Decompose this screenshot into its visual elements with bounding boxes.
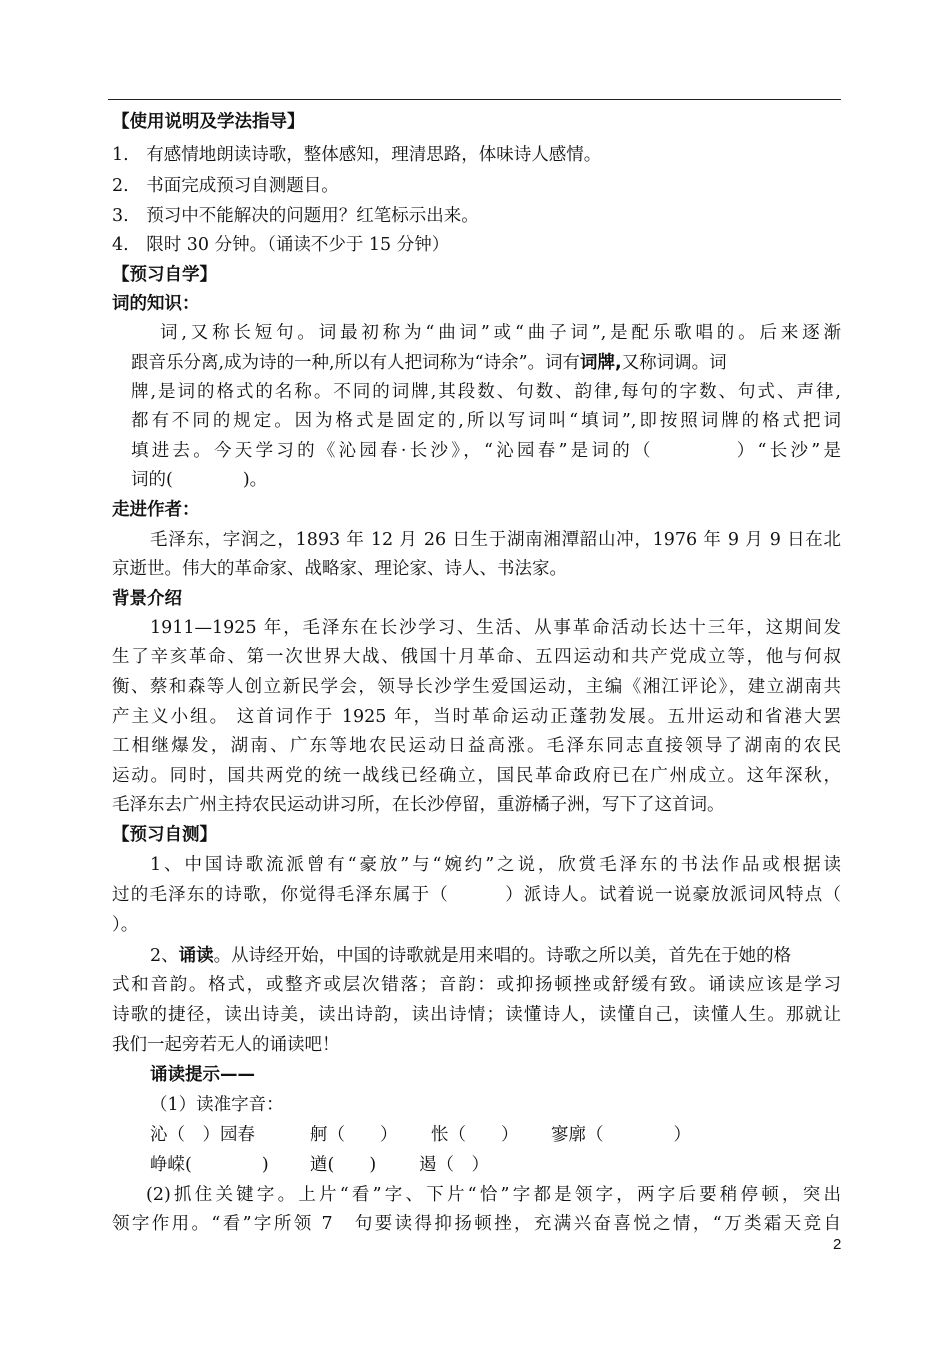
pronunciation-item: 峥嵘( ) [150, 1155, 269, 1175]
page-number: 2 [833, 1236, 842, 1253]
author-line: 京逝世。伟大的革命家、战略家、理论家、诗人、书法家。 [112, 559, 567, 579]
pronunciation-item: 沁（ ）园春 [150, 1125, 255, 1145]
background-line: 衡、蔡和森等人创立新民学会，领导长沙学生爱国运动，主编《湘江评论》，建立湖南共 [112, 677, 841, 697]
pronunciation-heading: （1）读准字音： [150, 1095, 284, 1115]
question-2-line: 诗歌的捷径，读出诗美，读出诗韵，读出诗情；读懂诗人，读懂自己，读懂人生。那就让 [112, 1005, 841, 1025]
background-line: 运动。同时，国共两党的统一战线已经确立，国民革命政府已在广州成立。这年深秋， [112, 766, 841, 786]
background-line: 1911—1925 年，毛泽东在长沙学习、生活、从事革命活动长达十三年，这期间发 [150, 618, 841, 638]
ci-paragraph-line: 词的( )。 [131, 470, 268, 490]
pronunciation-item: 遏（ ） [419, 1155, 489, 1175]
author-line: 毛泽东，字润之，1893 年 12 月 26 日生于湖南湘潭韶山冲，1976 年 9 月 9 日在北 [150, 530, 841, 550]
ci-text: 跟音乐分离,成为诗的一种,所以有人把词称为“诗余”。词有 [131, 353, 581, 373]
question-1-line: 1、中国诗歌流派曾有“豪放”与“婉约”之说，欣赏毛泽东的书法作品或根据读 [150, 855, 841, 875]
background-line: 工相继爆发，湖南、广东等地农民运动日益高涨。毛泽东同志直接领导了湖南的农民 [112, 736, 841, 756]
ci-text: 又称词调。词 [621, 353, 727, 373]
question-1-line: ）。 [112, 915, 139, 935]
cipai-term: 词牌, [580, 353, 622, 373]
question-1-line: 过的毛泽东的诗歌，你觉得毛泽东属于（ ）派诗人。试着说一说豪放派词风特点（ [112, 885, 841, 905]
ci-paragraph-line: 词,又称长短句。词最初称为“曲词”或“曲子词”,是配乐歌唱的。后来逐渐 [160, 323, 841, 343]
background-line: 产主义小组。 这首词作于 1925 年，当时革命运动正蓬勃发展。五卅运动和省港大罢 [112, 707, 841, 727]
ci-paragraph-line [131, 351, 841, 375]
background-line: 毛泽东去广州主持农民运动讲习所，在长沙停留，重游橘子洲，写下了这首词。 [112, 795, 725, 815]
preview-heading: 【预习自学】 [112, 265, 217, 285]
question-2-text: 。从诗经开始，中国的诗歌就是用来唱的。诗歌之所以美，首先在于她的格 [213, 946, 792, 966]
ci-paragraph-line: 都有不同的规定。因为格式是固定的,所以写词叫“填词”,即按照词牌的格式把词 [131, 411, 841, 431]
author-heading: 走进作者： [112, 500, 200, 520]
ci-paragraph-line: 填进去。今天学习的《沁园春·长沙》，“沁园春”是词的（ ）“长沙”是 [131, 441, 841, 461]
key-words-line: 领字作用。“看”字所领 7 句要读得抑扬顿挫，充满兴奋喜悦之情，“万类霜天竞自 [112, 1214, 841, 1234]
self-test-heading: 【预习自测】 [112, 825, 217, 845]
ci-paragraph-line: 牌,是词的格式的名称。不同的词牌,其段数、句数、韵律,每句的字数、句式、声律, [131, 382, 841, 402]
recitation-tips-heading: 诵读提示—— [150, 1065, 255, 1085]
pronunciation-item: 遒( ) [310, 1155, 377, 1175]
background-line: 生了辛亥革命、第一次世界大战、俄国十月革命、五四运动和共产党成立等，他与何叔 [112, 647, 841, 667]
header-rule [108, 99, 841, 100]
pronunciation-item: 怅（ ） [431, 1125, 519, 1145]
question-2-line [150, 944, 841, 968]
guide-item: 3. 预习中不能解决的问题用？红笔标示出来。 [112, 206, 479, 226]
ci-knowledge-heading: 词的知识： [112, 294, 200, 314]
question-2-line: 式和音韵。格式，或整齐或层次错落；音韵：或抑扬顿挫或舒缓有致。诵读应该是学习 [112, 975, 841, 995]
recitation-term: 诵读 [178, 946, 214, 966]
pronunciation-item: 寥廓（ ） [551, 1125, 691, 1145]
question-2-number: 2、 [150, 946, 179, 966]
background-heading: 背景介绍 [112, 589, 182, 609]
question-2-line: 我们一起旁若无人的诵读吧！ [112, 1035, 340, 1055]
guide-item: 2. 书面完成预习自测题目。 [112, 176, 339, 196]
guide-item: 4. 限时 30 分钟。（诵读不少于 15 分钟） [112, 235, 450, 255]
guide-item: 1. 有感情地朗读诗歌，整体感知，理清思路，体味诗人感情。 [112, 145, 602, 165]
pronunciation-item: 舸（ ） [310, 1125, 398, 1145]
key-words-line: (2)抓住关键字。上片“看”字、下片“恰”字都是领字，两字后要稍停顿，突出 [146, 1185, 841, 1205]
guide-heading: 【使用说明及学法指导】 [112, 112, 305, 132]
